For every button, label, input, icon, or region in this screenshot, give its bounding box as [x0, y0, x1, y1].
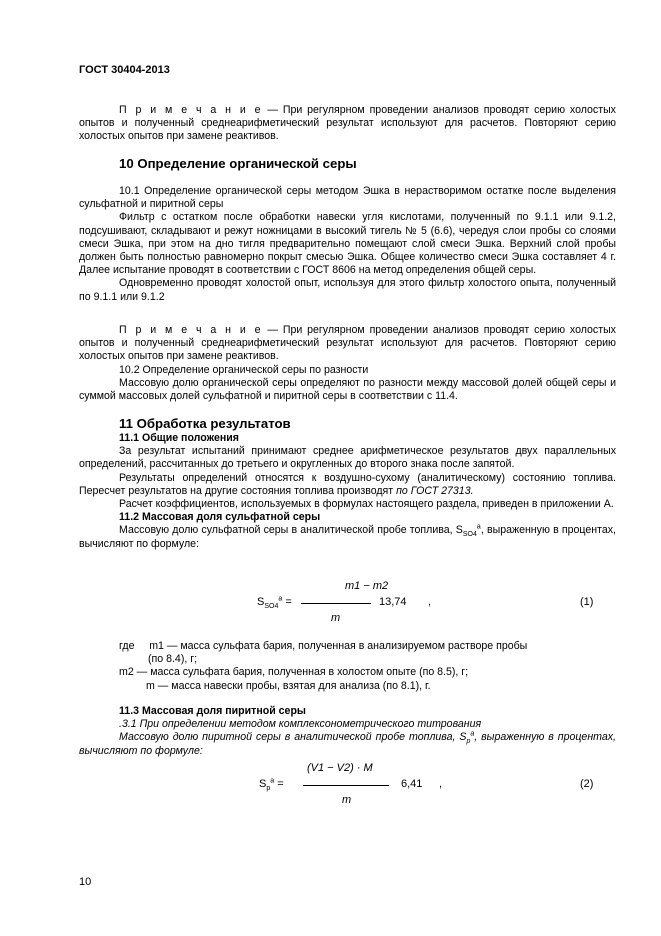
- section-11-3-body: [79, 705, 616, 758]
- formula-1-comma: ,: [428, 596, 432, 608]
- formula-2-lhs: $S_p^a$ =: [259, 777, 284, 793]
- section-11-1-conversion: Результаты определений относятся к воздушно-сухому (аналитическому) состоянию топлива. Пересчет результатов на другие состояния топлива производят: [79, 471, 616, 497]
- pyrite-intro-text-end: , выраженную в процентах, вычисляют по формуле:: [79, 731, 616, 757]
- sulfate-subscript: SO4: [462, 531, 477, 539]
- section-10-1-paragraph: 10.1 Определение органической серы методом Эшка в нерастворимом остатке после выделения сульфатной и пиритной серы: [79, 185, 616, 211]
- formula-2: [79, 760, 616, 806]
- formula-1: [79, 578, 616, 624]
- section-11-1-heading: 11.1 Общие положения: [119, 432, 239, 444]
- section-10-2-heading: 10.2 Определение органической серы по разности: [119, 363, 369, 376]
- definition-m: m — масса навески пробы, взятая для анализа (по 8.1), г.: [146, 679, 431, 692]
- page-number: 10: [79, 876, 92, 888]
- document-header: ГОСТ 30404-2013: [79, 64, 170, 76]
- sulfate-superscript: a: [476, 523, 481, 531]
- section-11-heading: 11 Обработка результатов: [119, 416, 291, 431]
- formula-2-denominator: m: [342, 794, 352, 806]
- section-10-1-blank-test: Одновременно проводят холостой опыт, используя для этого фильтр холостого опыта, полученный по 9.1.1 или 9.1.2: [79, 277, 616, 303]
- formula-1-lhs: $S_{SO4}^a$ =: [257, 595, 292, 611]
- formula-1-definitions: [79, 640, 616, 693]
- formula-1-number: (1): [580, 596, 594, 608]
- note-text: — При регулярном проведении анализов проводят серию холостых опытов и полученный среднеарифметический результат используют для расчетов. Повторяют серию холостых опытов при замене реактивов.: [79, 104, 616, 143]
- definition-m1-cont: (по 8.4), г;: [148, 653, 198, 666]
- definition-m2: m2 — масса сульфата бария, полученная в холостом опыте (по 8.5), г;: [119, 666, 469, 679]
- definition-m1: m1 — масса сульфата бария, полученная в анализируемом растворе пробы: [149, 640, 528, 652]
- section-10-2-text: Массовую долю органической серы определяют по разности между массовой долей общей серы и суммой массовых долей сульфатной и пиритной серы в соответствии с 11.4.: [79, 376, 616, 403]
- section-10-body: [79, 185, 616, 304]
- formula-2-fraction-bar: [303, 785, 389, 786]
- formula-2-comma: ,: [439, 778, 443, 790]
- note-label: П р и м е ч а н и е: [119, 104, 263, 116]
- section-11-2-heading: 11.2 Массовая доля сульфатной серы: [119, 511, 321, 524]
- sulfate-intro-text-end: , выраженную в процентах, вычисляют по формуле:: [79, 524, 616, 550]
- section-11-1-appendix: Расчет коэффициентов, используемых в формулах настоящего раздела, приведен в приложении А.: [119, 498, 614, 511]
- pyrite-superscript: a: [470, 730, 475, 738]
- formula-1-fraction-bar: [301, 603, 371, 604]
- formula-2-numerator: (V1 − V2) · M: [307, 762, 373, 774]
- formula-1-coefficient: 13,74: [379, 596, 407, 608]
- note-text: — При регулярном проведении анализов проводят серию холостых опытов и полученный среднеарифметический результат используют для расчетов. Повторяют серию холостых опытов при замене реактивов.: [79, 324, 616, 363]
- section-11-3-heading: 11.3 Массовая доля пиритной серы: [119, 705, 306, 717]
- section-11-body: [79, 432, 616, 551]
- formula-1-numerator: m1 − m2: [345, 580, 389, 592]
- pyrite-subscript: p: [466, 738, 471, 746]
- note-1: [79, 104, 616, 144]
- sulfate-intro-text: Массовую долю сульфатной серы в аналитической пробе топлива, S: [119, 524, 463, 537]
- section-10-heading: 10 Определение органической серы: [119, 156, 357, 171]
- note-2: [79, 324, 616, 403]
- formula-2-number: (2): [580, 778, 594, 790]
- section-11-3-1-heading: .3.1 При определении методом комплексонометрического титрования: [119, 718, 482, 731]
- section-11-1-result: За результат испытаний принимают среднее арифметическое результатов двух параллельных определений, рассчитанных до третьего и округленных до второго знака после запятой.: [79, 445, 616, 471]
- formula-2-coefficient: 6,41: [401, 778, 423, 790]
- section-10-1-procedure: Фильтр с остатком после обработки навески угля кислотами, полученный по 9.1.1 или 9.1.2, подсушивают, складывают и режут ножницами в высокий тигель № 5 (6.6), чередуя слои пробы со слоями смеси Эшка, при этом на дно тигля предварительно помещают слой смеси Эшка. Верхний слой пробы должен быть полностью равномерно покрыт смесью Эшка. Общее количество смеси Эшка составляет 4 г. Далее испытание проводят в соответствии с ГОСТ 8606 на метод определения общей серы.: [79, 211, 616, 277]
- formula-1-denominator: m: [331, 612, 341, 624]
- pyrite-intro-text: Массовую долю пиритной серы в аналитической пробе топлива, S: [119, 731, 467, 744]
- gost-reference: по ГОСТ 27313.: [396, 484, 474, 497]
- note-label: П р и м е ч а н и е: [119, 324, 263, 336]
- where-label: где: [119, 640, 135, 652]
